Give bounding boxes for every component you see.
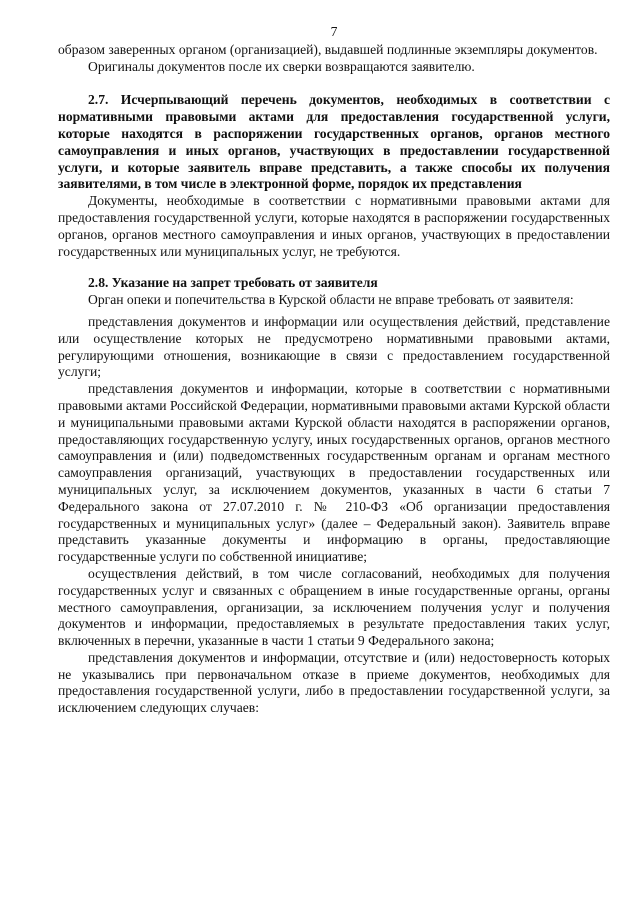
paragraph-continuation: образом заверенных органом (организацией), выдавшей подлинные экземпляры документов. [58,41,598,57]
document-page [58,24,610,717]
paragraph-prohibition-2: представления документов и информации, которые в соответствии с нормативными правовыми актами Российской Федерации, нормативными правовыми актами Курской области и муниципальными правовыми актами Курской области находятся в распоряжении органов, предоставляющих государственную услугу, иных государственных органов, органов местного самоуправления и (или) подведомственных государственным органам и органам местного самоуправления организаций, участвующих в предоставлении государственных или муниципальных услуг, за исключением документов, указанных в части 6 статьи 7 Федерального закона от 27.07.2010 г. № 210-ФЗ «Об организации предоставления государственных и муниципальных услуг» (далее – Федеральный закон). Заявитель вправе представить указанные документы и информацию в органы, предоставляющие государственные услуги по собственной инициативе; [58,381,610,565]
paragraph-prohibition-3: осуществления действий, в том числе согласований, необходимых для получения государственных услуг и связанных с обращением в иные государственные органы, органы местного самоуправления, организации, за исключением получения услуг и получения документов и информации, предоставляемых в результате предоставления таких услуг, включенных в перечни, указанные в части 1 статьи 9 Федерального закона; [58,565,610,649]
section-heading-2-8: 2.8. Указание на запрет требовать от заявителя [88,275,378,291]
section-heading-2-7: 2.7. Исчерпывающий перечень документов, необходимых в соответствии с нормативными правовыми актами для предоставления государственной услуги, которые находятся в распоряжении государственных органов, органов местного самоуправления и иных органов, участвующих в предоставлении государственной услуги, и которые заявитель вправе представить, а также способы их получения заявителями, в том числе в электронной форме, порядок их представления [58,92,610,192]
page-number: 7 [330,24,338,39]
paragraph-prohibition-1: представления документов и информации или осуществления действий, представление или осуществление которых не предусмотрено нормативными правовыми актами, регулирующими отношения, возникающие в связи с предоставлением государственной услуги; [58,313,610,380]
paragraph-prohibition-4: представления документов и информации, отсутствие и (или) недостоверность которых не указывались при первоначальном отказе в приеме документов, необходимых для предоставления государственной услуги, либо в предоставлении государственной услуги, за исключением следующих случаев: [58,649,610,716]
paragraph-documents-not-required: Документы, необходимые в соответствии с нормативными правовыми актами для предоставления государственной услуги, которые находятся в распоряжении государственных органов, органов местного самоуправления и иных органов, участвующих в предоставлении государственных или муниципальных услуг, не требуются. [58,193,610,259]
paragraph-originals-returned: Оригиналы документов после их сверки возвращаются заявителю. [88,58,475,74]
paragraph-guardianship-authority: Орган опеки и попечительства в Курской области не вправе требовать от заявителя: [88,292,574,308]
